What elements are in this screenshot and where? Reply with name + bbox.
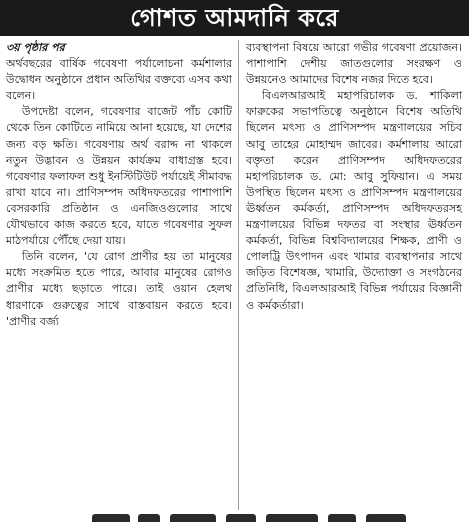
paragraph-3: তিনি বলেন, 'যে রোগ প্রাণীর হয় তা মানুষের মধ্যে সংক্রমিত হতে পারে, আবার মানুষের রোগও প্রাণীর মধ্যে ছড়াতে পারে। তাই ওয়ান হেলথ ধারণাকে গুরুত্বের সাথে বাস্তবায়ন করতে হবে। 'প্রাণীর বর্জ্য [6, 250, 232, 328]
article-column-left [6, 40, 232, 330]
paragraph-2: উপদেষ্টা বলেন, গবেষণার বাজেট পাঁচ কোটি থেকে তিন কোটিতে নামিয়ে আনা হয়েছে, যা দেশের জন্য বড় ক্ষতি। গবেষণায় অর্থ বরাদ্দ না থাকলে নতুন উদ্ভাবন ও উন্নয়ন কার্যক্রম বাধাগ্রস্ত হবে। গবেষণার ফলাফল শুধু ইনস্টিটিউট পর্যায়েই সীমাবদ্ধ রাখা যাবে না। প্রাণিসম্পদ অধিদফতরের পাশাপাশি বেসরকারি প্রতিষ্ঠান ও এনজিওগুলোর সাথে যৌথভাবে কাজ করতে হবে, যাতে গবেষণার সুফল মাঠপর্যায়ে পৌঁছে দেয়া যায়। [6, 105, 232, 248]
cropped-next-headline [0, 514, 469, 522]
paragraph-1: অর্থবছরের বার্ষিক গবেষণা পর্যালোচনা কর্মশালার উদ্বোধন অনুষ্ঠানে প্রধান অতিথির বক্তব্যে এসব কথা বলেন। [6, 57, 232, 103]
headline-banner [0, 0, 469, 36]
column-divider [238, 40, 239, 510]
paragraph-5: বিএলআরআই মহাপরিচালক ড. শাকিলা ফারুকের সভাপতিত্বে অনুষ্ঠানে বিশেষ অতিথি ছিলেন মৎস্য ও প্রাণিসম্পদ মন্ত্রণালয়ের সচিব আবু তাহের মোহাম্মদ জাবের। কর্মশালায় আরো বক্তৃতা করেন প্রাণিসম্পদ অধিদফতরের মহাপরিচালক ড. মো: আবু সুফিয়ান। এ সময় উপস্থিত ছিলেন মৎস্য ও প্রাণিসম্পদ মন্ত্রণালয়ের ঊর্ধ্বতন কর্মকর্তা, প্রাণিসম্পদ অধিদফতরসহ মন্ত্রণালয়ের বিভিন্ন দফতর বা সংস্থার ঊর্ধ্বতন কর্মকর্তা, বিভিন্ন বিশ্ববিদ্যালয়ের শিক্ষক, প্রাণী ও পোলট্রি উৎপাদন এবং খামার ব্যবস্থাপনার সাথে জড়িত বিশেষজ্ঞ, খামারি, উদ্যোক্তা ও সংগঠনের প্রতিনিধি, বিএলআরআই বিভিন্ন পর্যায়ের বিজ্ঞানী ও কর্মকর্তারা। [246, 89, 462, 312]
continuation-label: ৩য় পৃষ্ঠার পর [6, 41, 65, 54]
article-column-right [246, 40, 462, 314]
headline: গোশত আমদানি করে [130, 4, 339, 32]
paragraph-4: ব্যবস্থাপনা বিষয়ে আরো গভীর গবেষণা প্রয়োজন। পাশাপাশি দেশীয় জাতগুলোর সংরক্ষণ ও উন্নয়নেও আমাদের বিশেষ নজর দিতে হবে। [246, 41, 462, 87]
